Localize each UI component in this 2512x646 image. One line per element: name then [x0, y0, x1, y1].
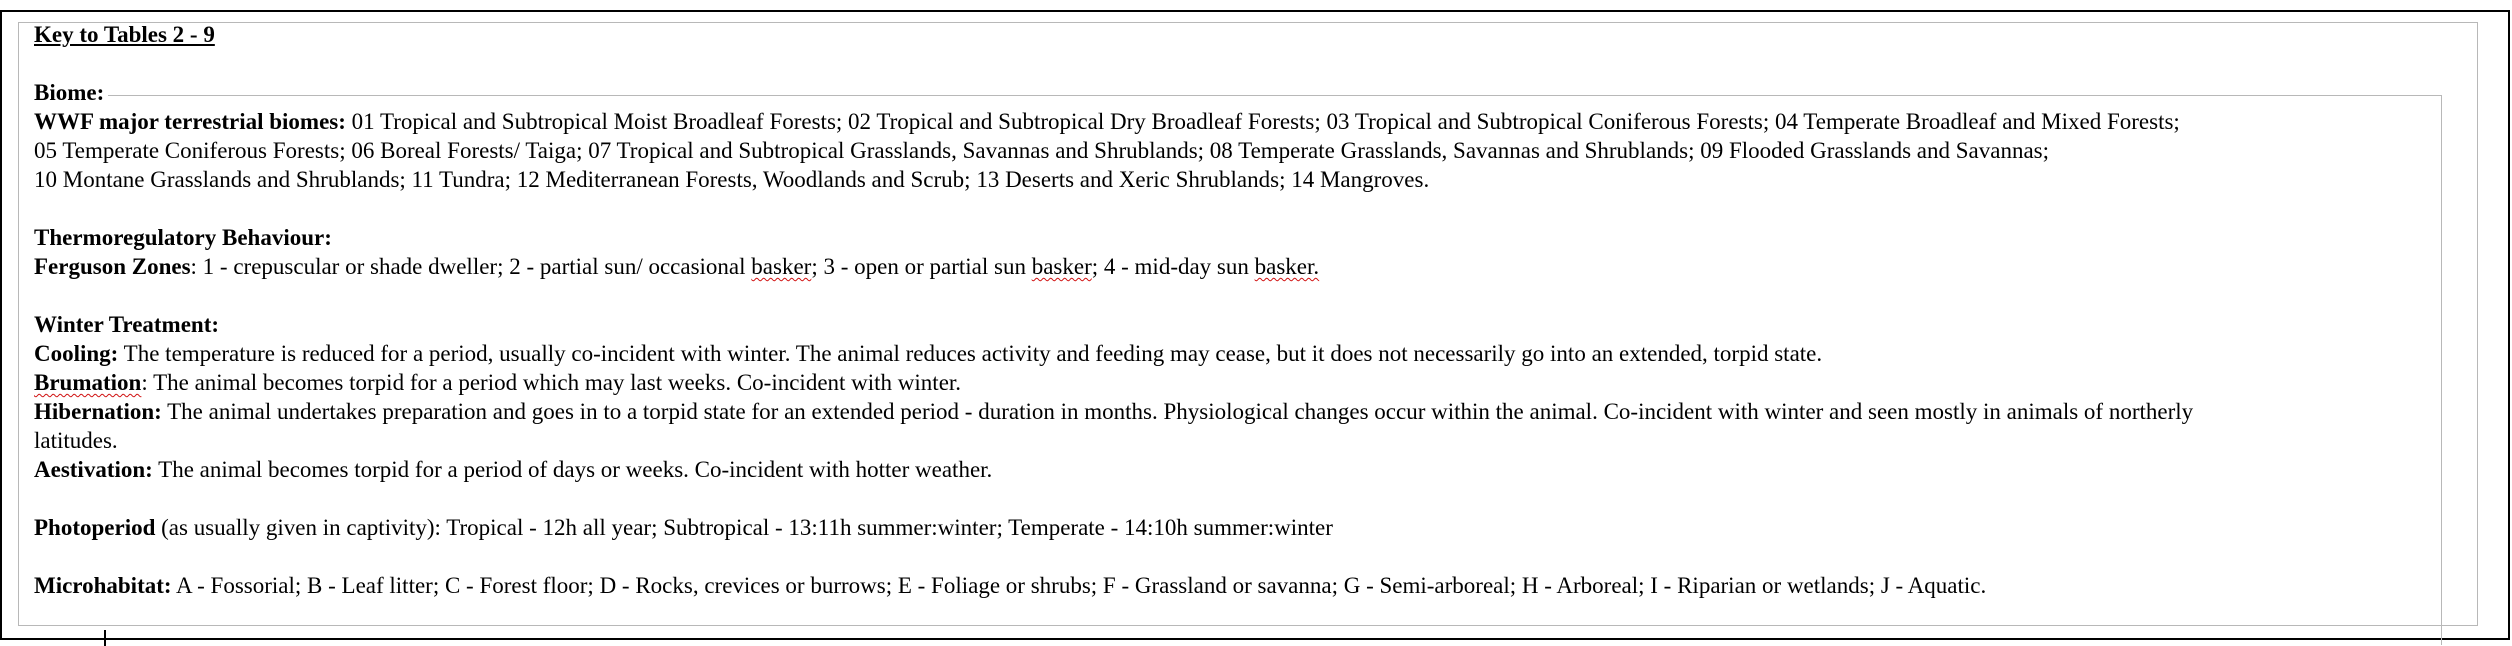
aestivation-text: The animal becomes torpid for a period of days or weeks. Co-incident with hotter weather. [152, 457, 993, 482]
thermo-heading: Thermoregulatory Behaviour: [34, 225, 332, 250]
cooling-text: The temperature is reduced for a period, usually co-incident with winter. The animal reduces activity and feeding may cease, but it does not necessarily go into an extended, torpid state. [118, 341, 1823, 366]
biome-line-2: 05 Temperate Coniferous Forests; 06 Boreal Forests/ Taiga; 07 Tropical and Subtropical Grasslands, Savannas and Shrublands; 08 Temperate Grasslands, Savannas and Shrublands; 09 Flooded Grasslands and Savannas; [34, 138, 2050, 163]
brumation-label[interactable]: Brumation [34, 370, 142, 395]
spellcheck-word[interactable]: basker. [1254, 254, 1320, 279]
winter-heading: Winter Treatment: [34, 312, 220, 337]
hibernation-line-2: latitudes. [34, 428, 118, 453]
biome-label: WWF major terrestrial biomes: [34, 109, 346, 134]
photoperiod-text: (as usually given in captivity): Tropical - 12h all year; Subtropical - 13:11h summer:winter; Temperate - 14:10h summer:winter [155, 515, 1333, 540]
paragraph-gap [34, 484, 2444, 513]
brumation-text: : The animal becomes torpid for a period which may last weeks. Co-incident with winter. [141, 370, 962, 395]
brumation-line [34, 368, 2444, 397]
aestivation-label: Aestivation: [34, 457, 153, 482]
microhabitat-text: A - Fossorial; B - Leaf litter; C - Forest floor; D - Rocks, crevices or burrows; E - Foliage or shrubs; F - Grassland or savanna; G - Semi-arboreal; H - Arboreal; I - Riparian or wetlands; J - Aquatic. [171, 573, 1987, 598]
text-cursor [104, 630, 106, 646]
biome-heading: Biome: [34, 80, 105, 105]
hibernation-text: The animal undertakes preparation and goes in to a torpid state for an extended period - duration in months. Physiological changes occur within the animal. Co-incident with winter and seen mostly in animals of northerly [161, 399, 2194, 424]
thermo-text-a: : 1 - crepuscular or shade dweller; 2 - partial sun/ occasional [190, 254, 752, 279]
thermo-text-c: ; 4 - mid-day sun [1091, 254, 1255, 279]
microhabitat-line [34, 571, 2444, 600]
photoperiod-label: Photoperiod [34, 515, 156, 540]
photoperiod-line [34, 513, 2444, 542]
spellcheck-word[interactable]: basker [751, 254, 812, 279]
document-title: Key to Tables 2 - 9 [34, 22, 215, 47]
spellcheck-word[interactable]: basker [1031, 254, 1092, 279]
paragraph-gap [34, 281, 2444, 310]
hibernation-line [34, 397, 2444, 426]
aestivation-line [34, 455, 2444, 484]
cooling-line [34, 339, 2444, 368]
cooling-label: Cooling: [34, 341, 119, 366]
ferguson-label: Ferguson Zones [34, 254, 191, 279]
paragraph-gap [34, 194, 2444, 223]
biome-line-1 [34, 107, 2444, 136]
microhabitat-label: Microhabitat: [34, 573, 172, 598]
thermo-line [34, 252, 2444, 281]
hibernation-label: Hibernation: [34, 399, 162, 424]
thermo-text-b: ; 3 - open or partial sun [811, 254, 1032, 279]
paragraph-gap [34, 542, 2444, 571]
biome-text-1: 01 Tropical and Subtropical Moist Broadleaf Forests; 02 Tropical and Subtropical Dry Broadleaf Forests; 03 Tropical and Subtropical Coniferous Forests; 04 Temperate Broadleaf and Mixed Forests; [345, 109, 2180, 134]
biome-line-3: 10 Montane Grasslands and Shrublands; 11 Tundra; 12 Mediterranean Forests, Woodlands and Scrub; 13 Deserts and Xeric Shrublands; 14 Mangroves. [34, 167, 1430, 192]
document-body[interactable] [34, 20, 2444, 600]
